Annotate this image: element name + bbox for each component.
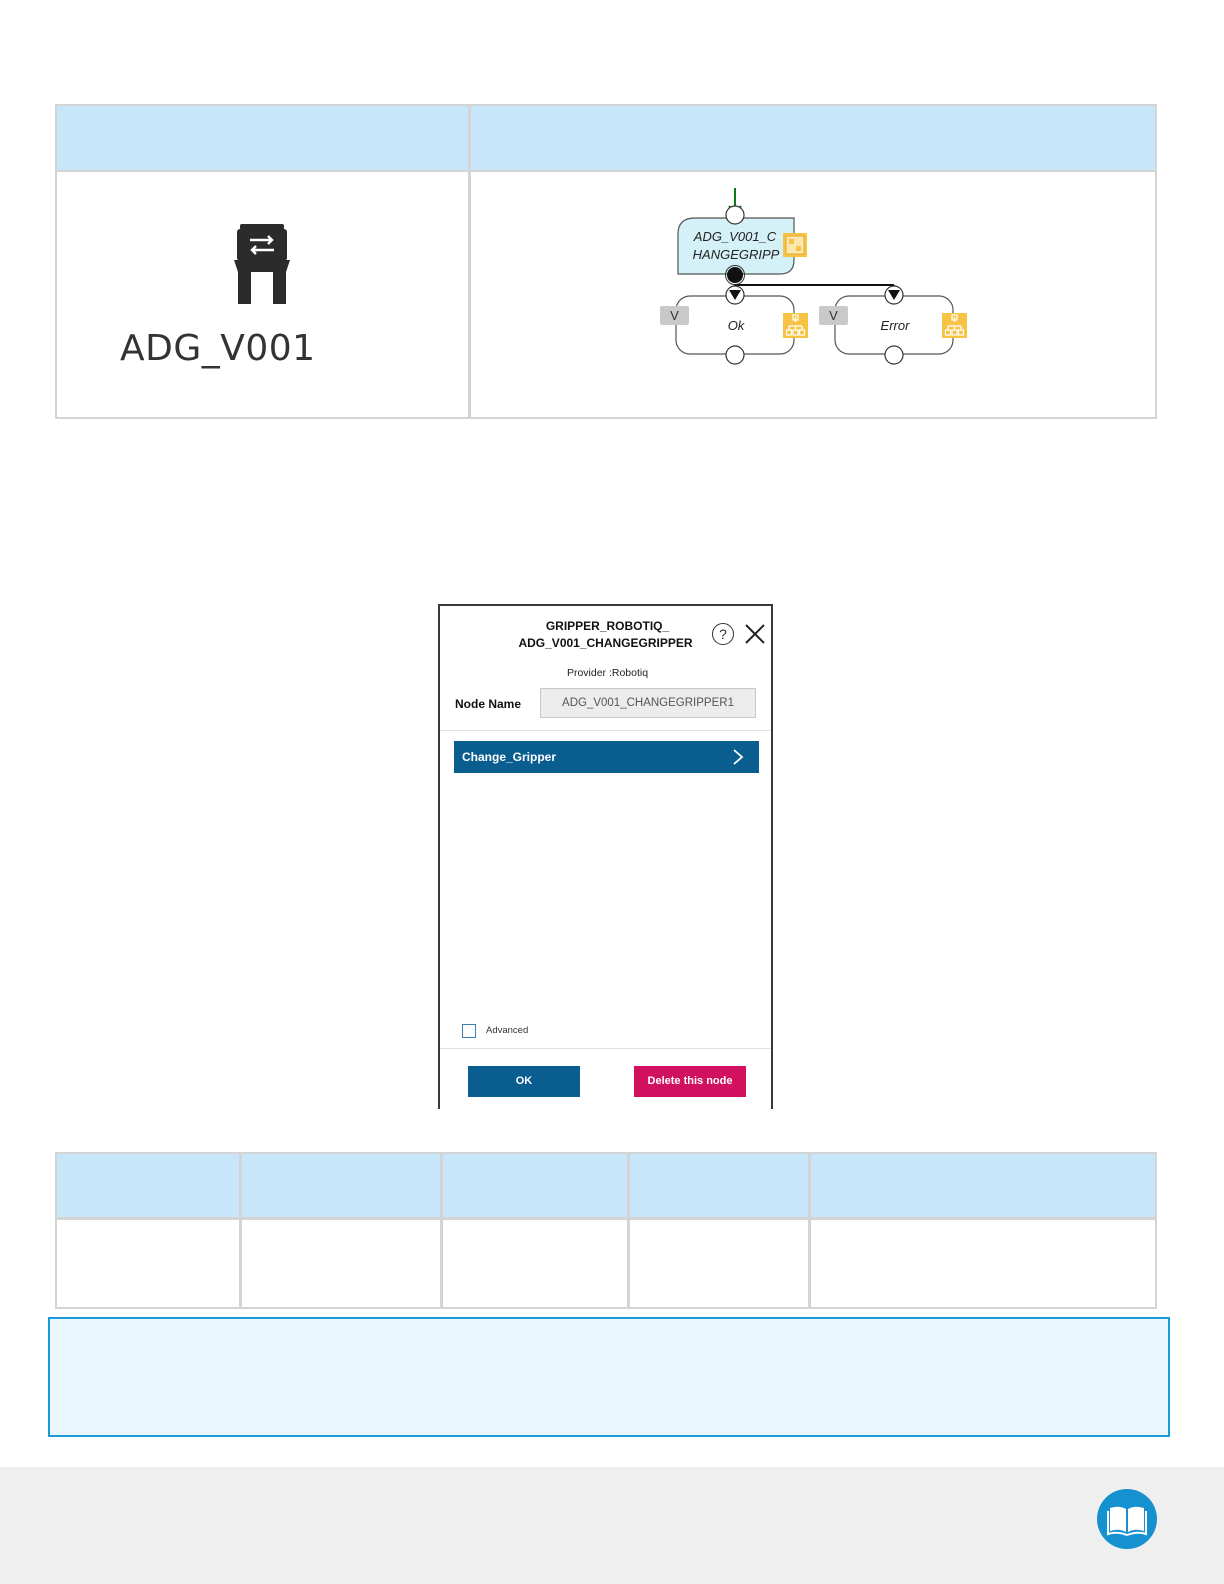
node-icon-label: ADG_V001 [120,328,316,369]
provider-text: Provider :Robotiq [566,667,649,679]
book-icon [1097,1489,1157,1549]
node-info-table [55,104,1157,419]
advanced-checkbox[interactable] [462,1024,476,1038]
subprogram-icon [783,313,808,338]
subprogram-icon [942,313,967,338]
node-dialog [438,604,773,1109]
table-row [55,1218,1157,1309]
book-icon[interactable] [1097,1489,1157,1549]
change-gripper-button[interactable]: Change_Gripper [454,741,759,773]
table-header-cell [57,104,468,170]
parameters-table [55,1152,1157,1309]
table-header-cell [471,104,1155,170]
close-icon[interactable] [744,623,766,645]
divider [440,1048,771,1049]
help-circle-icon[interactable]: ? [712,623,734,645]
branch-label: Ok [727,318,745,333]
main-node-label: HANGEGRIPP [692,247,780,262]
chevron-right-icon [731,749,745,765]
ok-button[interactable]: OK [468,1066,580,1097]
page-footer [0,1467,1224,1584]
node-name-field[interactable]: ADG_V001_CHANGEGRIPPER1 [540,688,756,718]
info-note-box [48,1317,1170,1437]
node-name-label: Node Name [455,697,522,711]
subprogram-icon [783,233,807,257]
flow-diagram [650,184,980,370]
branch-label: Error [880,318,910,333]
advanced-label: Advanced [486,1025,529,1036]
dialog-title: GRIPPER_ROBOTIQ_ ADG_V001_CHANGEGRIPPER [518,619,693,650]
branch-badge: V [670,308,679,323]
gripper-change-icon [232,224,292,306]
main-node-label: ADG_V001_C [693,229,777,244]
delete-node-button[interactable]: Delete this node [634,1066,746,1097]
table-header-row [55,1152,1157,1218]
branch-badge: V [829,308,838,323]
divider [440,730,771,731]
